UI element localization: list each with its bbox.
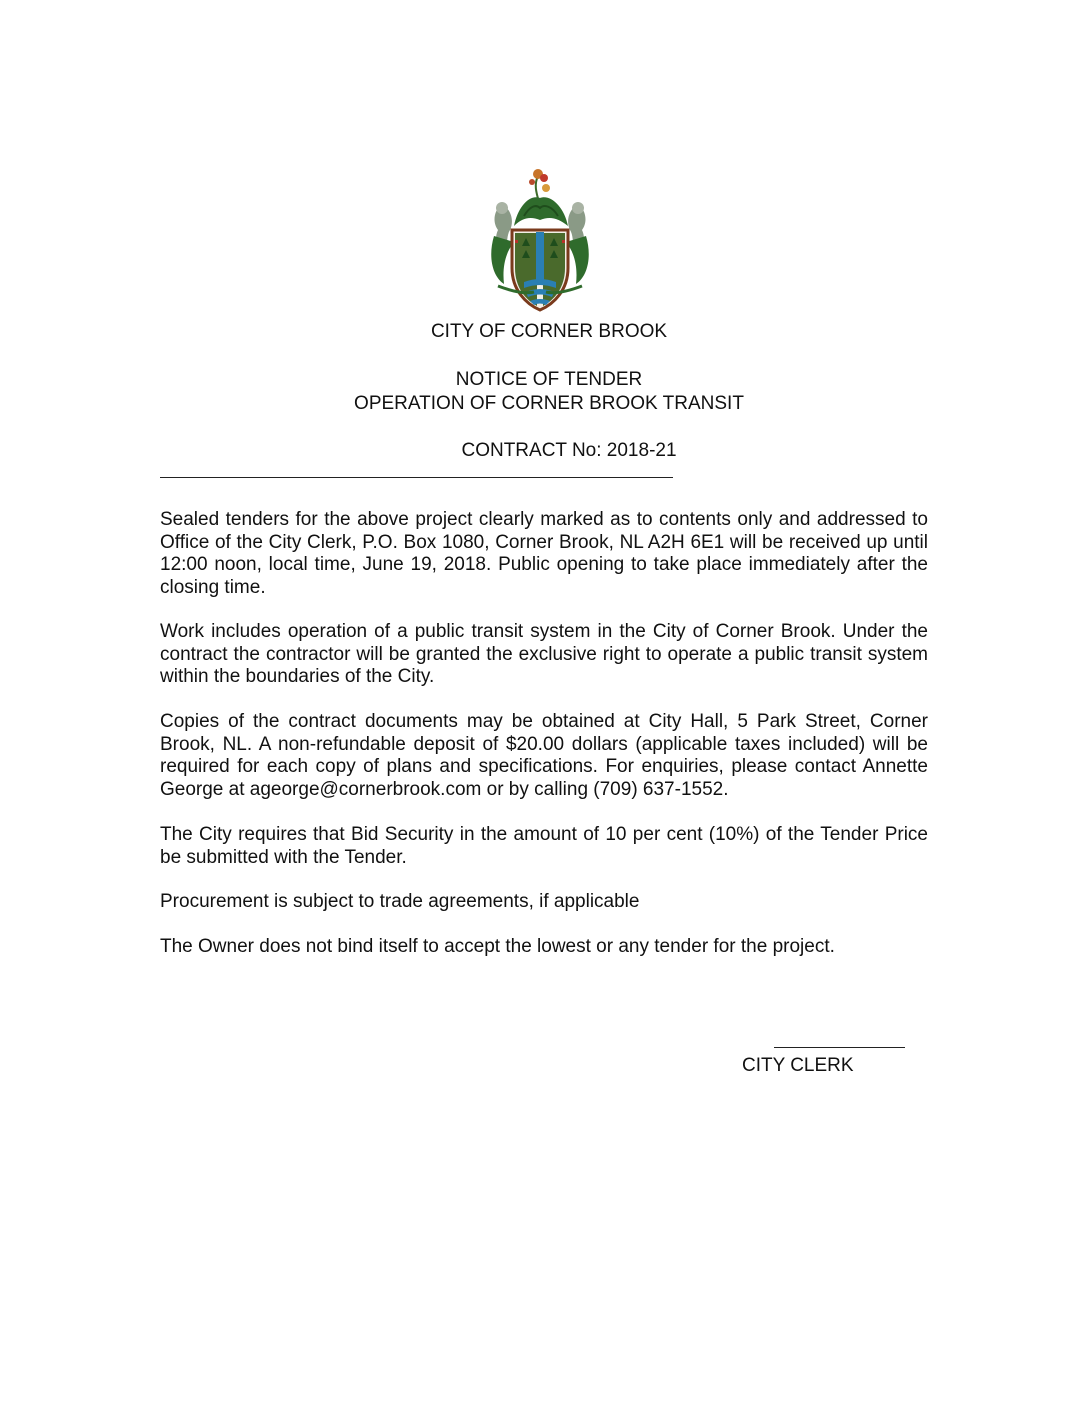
- notice-title-heading: NOTICE OF TENDER: [455, 369, 643, 390]
- tender-submission-paragraph: Sealed tenders for the above project clearly marked as to contents only and addressed to Office of the City Clerk, P.O. Box 1080, Corner Brook, NL A2H 6E1 will be received up until 12:00 noon, local time, June 19, 2018. Public opening to take place immediately after the closing time.: [160, 509, 928, 598]
- contract-number-heading: CONTRACT No: 2018-21: [461, 440, 677, 461]
- signature-line: [774, 1047, 905, 1048]
- work-scope-paragraph: Work includes operation of a public transit system in the City of Corner Brook. Under the contract the contractor will be granted the exclusive right to operate a public transit system within the boundaries of the City.: [160, 621, 928, 687]
- signatory-title: CITY CLERK: [742, 1055, 854, 1076]
- heading-divider: [160, 477, 673, 478]
- contract-documents-paragraph: Copies of the contract documents may be obtained at City Hall, 5 Park Street, Corner Brook, NL. A non-refundable deposit of $20.00 dollars (applicable taxes included) will be required for each copy of plans and specifications. For enquiries, please contact Annette George at ageorge@cornerbrook.com or by calling (709) 637-1552.: [160, 711, 928, 800]
- city-name-heading: CITY OF CORNER BROOK: [430, 321, 668, 342]
- bid-security-paragraph: The City requires that Bid Security in the amount of 10 per cent (10%) of the Tender Price be submitted with the Tender.: [160, 824, 928, 868]
- city-coat-of-arms: [484, 166, 596, 318]
- procurement-paragraph: Procurement is subject to trade agreements, if applicable: [160, 891, 640, 912]
- operation-title-heading: OPERATION OF CORNER BROOK TRANSIT: [354, 393, 744, 414]
- owner-disclaimer-paragraph: The Owner does not bind itself to accept the lowest or any tender for the project.: [160, 936, 835, 957]
